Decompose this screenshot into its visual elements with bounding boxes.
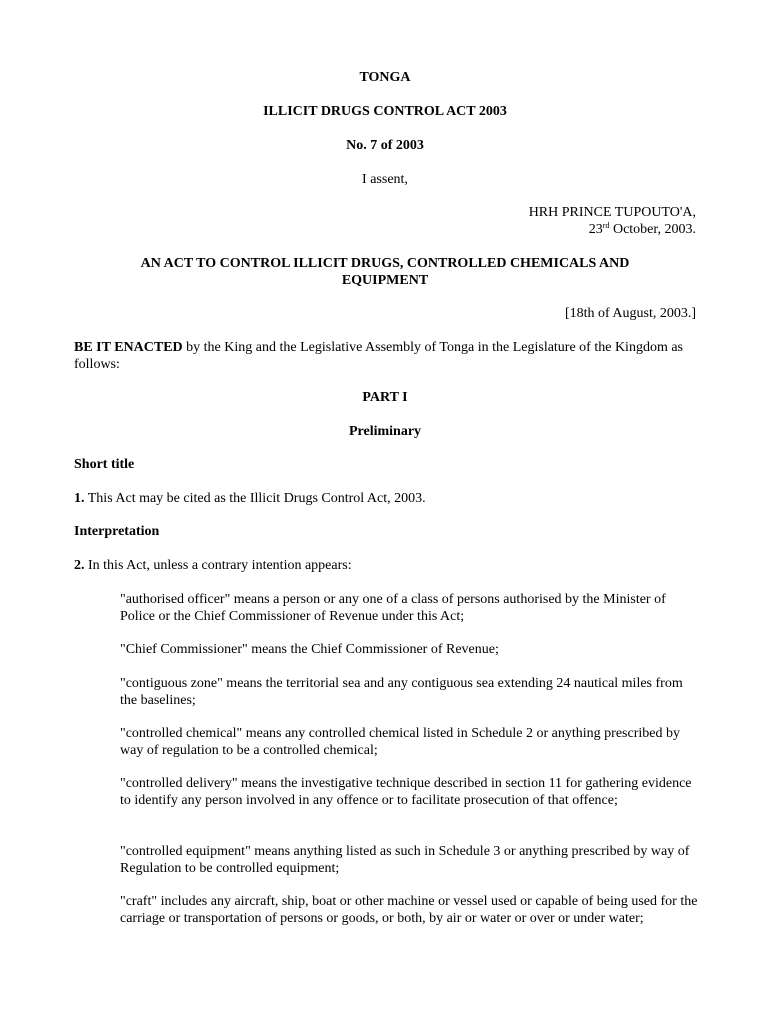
- long-title-line2: EQUIPMENT: [341, 273, 429, 288]
- section-1-number: 1.: [74, 491, 85, 506]
- enacting-clause-text: by the King and the Legislative Assembly of Tonga in the Legislature of the Kingdom as follows:: [74, 340, 684, 372]
- definition-controlled-chemical: "controlled chemical" means any controlled chemical listed in Schedule 2 or anything prescribed by way of regulation to be a controlled chemical;: [120, 726, 680, 758]
- act-title: ILLICIT DRUGS CONTROL ACT 2003: [263, 104, 507, 119]
- definition-chief-commissioner: "Chief Commissioner" means the Chief Commissioner of Revenue;: [120, 642, 499, 657]
- assent-date: [589, 221, 696, 238]
- definition-controlled-delivery: "controlled delivery" means the investigative technique described in section 11 for gathering evidence to identify any person involved in any offence or to facilitate prosecution of that offence;: [120, 776, 692, 808]
- section-2-body: In this Act, unless a contrary intention appears:: [84, 558, 352, 573]
- country-heading: TONGA: [359, 70, 411, 85]
- section-1-text: [74, 490, 698, 507]
- assent-date-suffix: rd: [602, 221, 610, 230]
- definition-authorised-officer: "authorised officer" means a person or any one of a class of persons authorised by the Minister of Police or the Chief Commissioner of Revenue under this Act;: [120, 592, 666, 624]
- part-label: PART I: [362, 390, 408, 405]
- section-2-number: 2.: [74, 558, 85, 573]
- long-title-line1: AN ACT TO CONTROL ILLICIT DRUGS, CONTROLLED CHEMICALS AND: [140, 256, 630, 271]
- commencement-date: [18th of August, 2003.]: [564, 306, 696, 321]
- section-heading-interpretation: Interpretation: [74, 524, 160, 539]
- act-number: No. 7 of 2003: [346, 138, 424, 153]
- section-2-text: [74, 557, 698, 574]
- enacting-clause: [74, 339, 698, 373]
- assent-date-day: 23: [588, 222, 603, 237]
- definition-craft: "craft" includes any aircraft, ship, boat or other machine or vessel used or capable of being used for the carriage or transportation of persons or goods, or both, by air or water or over or under water;: [120, 894, 698, 926]
- part-name: Preliminary: [348, 424, 422, 439]
- assent-text: I assent,: [362, 172, 408, 187]
- definition-controlled-equipment: "controlled equipment" means anything listed as such in Schedule 3 or anything prescribed by way of Regulation to be controlled equipment;: [120, 844, 690, 876]
- definition-contiguous-zone: "contiguous zone" means the territorial sea and any contiguous sea extending 24 nautical miles from the baselines;: [120, 676, 683, 708]
- enacting-clause-bold: BE IT ENACTED: [74, 340, 183, 355]
- assent-signatory: HRH PRINCE TUPOUTO'A,: [528, 205, 696, 220]
- section-heading-short-title: Short title: [74, 457, 135, 472]
- assent-date-rest: October, 2003.: [609, 222, 696, 237]
- section-1-body: This Act may be cited as the Illicit Drugs Control Act, 2003.: [84, 491, 426, 506]
